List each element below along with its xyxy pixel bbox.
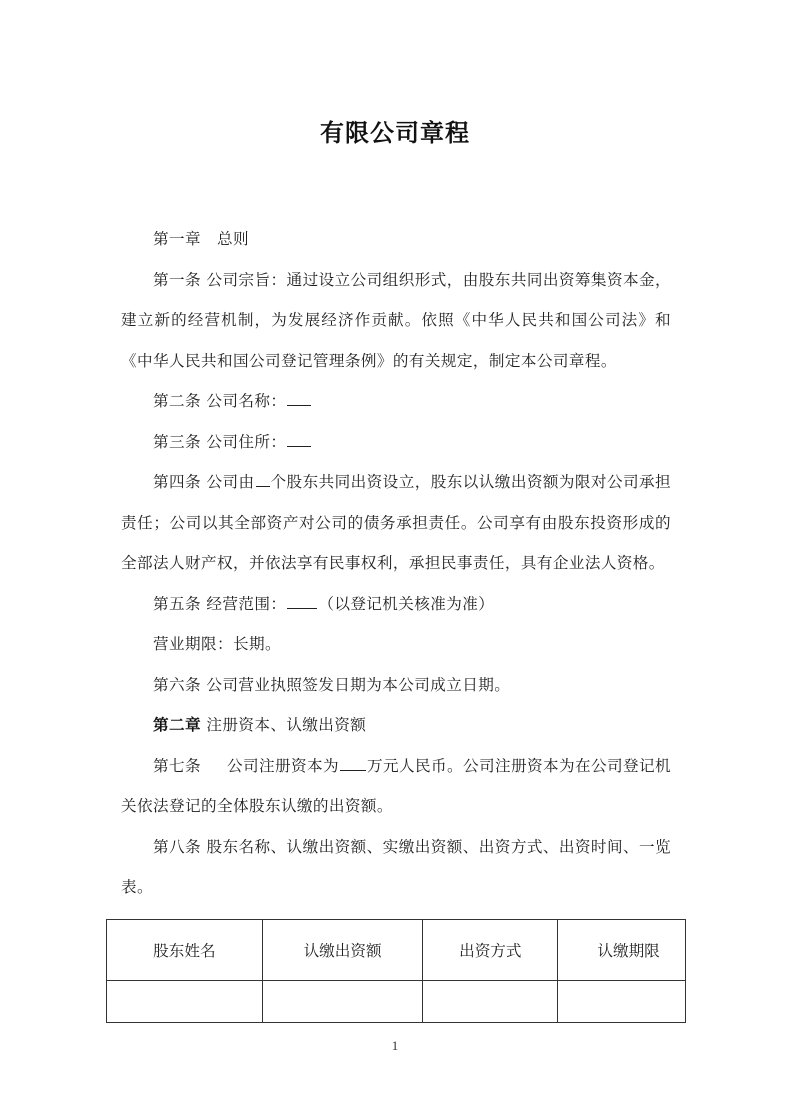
article-2-text: 公司名称： bbox=[206, 392, 287, 410]
article-7 bbox=[121, 746, 671, 827]
header-shareholder-name: 股东姓名 bbox=[107, 920, 263, 981]
article-6-label: 第六条 bbox=[153, 675, 201, 694]
article-2-label: 第二条 bbox=[153, 392, 201, 410]
article-1-label: 第一条 bbox=[153, 270, 202, 289]
page-number: 1 bbox=[391, 1038, 399, 1053]
business-term bbox=[121, 624, 671, 665]
table-row bbox=[107, 981, 686, 1023]
chapter-1-heading bbox=[121, 219, 671, 260]
article-6 bbox=[121, 665, 671, 706]
cell-subscribed-amount[interactable] bbox=[262, 981, 423, 1023]
chapter-1-label: 第一章 bbox=[153, 230, 201, 248]
article-2 bbox=[121, 381, 671, 422]
chapter-2-label: 第二章 bbox=[153, 715, 201, 734]
article-8-label: 第八条 bbox=[153, 837, 202, 856]
article-3-text: 公司住所： bbox=[206, 432, 287, 451]
article-6-text: 公司营业执照签发日期为本公司成立日期。 bbox=[206, 675, 511, 694]
article-3-label: 第三条 bbox=[153, 432, 201, 451]
article-4-label: 第四条 bbox=[153, 473, 202, 491]
chapter-1-title: 总则 bbox=[216, 230, 249, 248]
shareholder-table bbox=[106, 919, 686, 1023]
header-subscription-deadline: 认缴期限 bbox=[558, 920, 686, 981]
article-7-text-before: 公司注册资本为 bbox=[227, 756, 339, 775]
article-4-text-before: 公司由 bbox=[206, 473, 255, 491]
chapter-2-heading bbox=[121, 705, 671, 746]
registered-capital-blank[interactable] bbox=[340, 753, 366, 770]
article-1 bbox=[121, 260, 671, 382]
cell-contribution-method[interactable] bbox=[423, 981, 558, 1023]
article-4-text-after: 个股东共同出资设立，股东以认缴出资额为限对公司承担责任；公司以其全部资产对公司的债务承担责任。公司享有由股东投资形成的全部法人财产权，并依法享有民事权利，承担民事责任，具有企业法人资格。 bbox=[121, 473, 671, 572]
article-4 bbox=[121, 462, 671, 584]
article-1-text: 公司宗旨：通过设立公司组织形式，由股东共同出资筹集资本金，建立新的经营机制，为发展经济作贡献。依照《中华人民共和国公司法》和《中华人民共和国公司登记管理条例》的有关规定，制定本公司章程。 bbox=[121, 270, 671, 370]
header-contribution-method: 出资方式 bbox=[423, 920, 558, 981]
document-title: 有限公司章程 bbox=[320, 118, 470, 147]
company-name-blank[interactable] bbox=[287, 389, 311, 406]
article-8-text: 股东名称、认缴出资额、实缴出资额、出资方式、出资时间、一览表。 bbox=[121, 837, 671, 896]
business-scope-blank[interactable] bbox=[287, 591, 317, 608]
article-5-text: 经营范围： bbox=[206, 594, 287, 613]
article-8 bbox=[121, 827, 671, 908]
article-3 bbox=[121, 422, 671, 463]
article-7-label: 第七条 bbox=[153, 756, 201, 775]
company-address-blank[interactable] bbox=[287, 429, 311, 446]
document-body bbox=[121, 219, 671, 908]
table-header-row bbox=[107, 920, 686, 981]
article-5 bbox=[121, 584, 671, 625]
header-subscribed-amount: 认缴出资额 bbox=[262, 920, 423, 981]
shareholder-count-blank[interactable] bbox=[256, 470, 270, 487]
article-5-label: 第五条 bbox=[153, 594, 201, 613]
article-7-text-after: 万元人民币。公司注册资本为在公司登记机关依法登记的全体股东认缴的出资额。 bbox=[121, 756, 671, 815]
cell-subscription-deadline[interactable] bbox=[558, 981, 686, 1023]
chapter-2-title: 注册资本、认缴出资额 bbox=[206, 716, 367, 734]
cell-shareholder-name[interactable] bbox=[107, 981, 263, 1023]
article-5-note: （以登记机关核准为准） bbox=[318, 594, 495, 613]
business-term-text: 营业期限：长期。 bbox=[153, 635, 281, 653]
